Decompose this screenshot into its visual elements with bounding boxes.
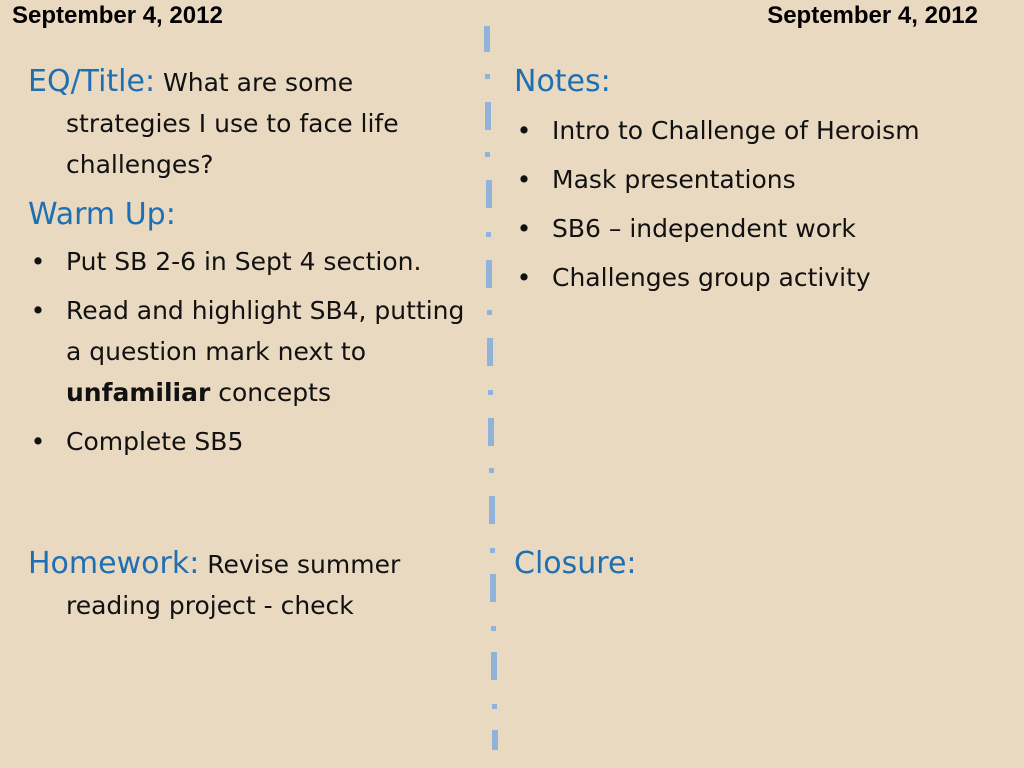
homework-section [28,544,473,626]
bullet-icon: • [516,116,532,145]
eq-title-text: What are some strategies I use to face life challenges? [66,68,399,179]
list-item: • Intro to Challenge of Heroism [514,110,984,151]
list-item: • Put SB 2-6 in Sept 4 section. [28,241,473,282]
list-item: • SB6 – independent work [514,208,984,249]
list-item: • Complete SB5 [28,421,473,462]
warm-up-list [28,241,473,462]
eq-title [28,62,473,185]
date-right: September 4, 2012 [767,2,978,29]
right-column [514,62,984,306]
bullet-icon: • [30,427,46,456]
closure-section [514,544,637,584]
list-item: • Challenges group activity [514,257,984,298]
eq-title-label: EQ/Title: [28,64,156,99]
homework-label: Homework: [28,546,200,581]
warm-up-label: Warm Up: [28,197,176,232]
homework-text: Revise summer reading project - check [66,550,401,620]
list-item: • Read and highlight SB4, putting a question mark next to unfamiliar concepts [28,290,473,413]
bullet-icon: • [30,247,46,276]
bullet-icon: • [516,165,532,194]
warm-up-section [28,195,473,462]
left-column [28,62,473,470]
closure-label: Closure: [514,546,637,581]
bullet-icon: • [30,296,46,325]
bullet-icon: • [516,263,532,292]
bold-word: unfamiliar [66,378,211,407]
list-item: • Mask presentations [514,159,984,200]
bullet-icon: • [516,214,532,243]
notes-list [514,110,984,298]
notes-label: Notes: [514,64,611,99]
date-left: September 4, 2012 [12,2,223,29]
